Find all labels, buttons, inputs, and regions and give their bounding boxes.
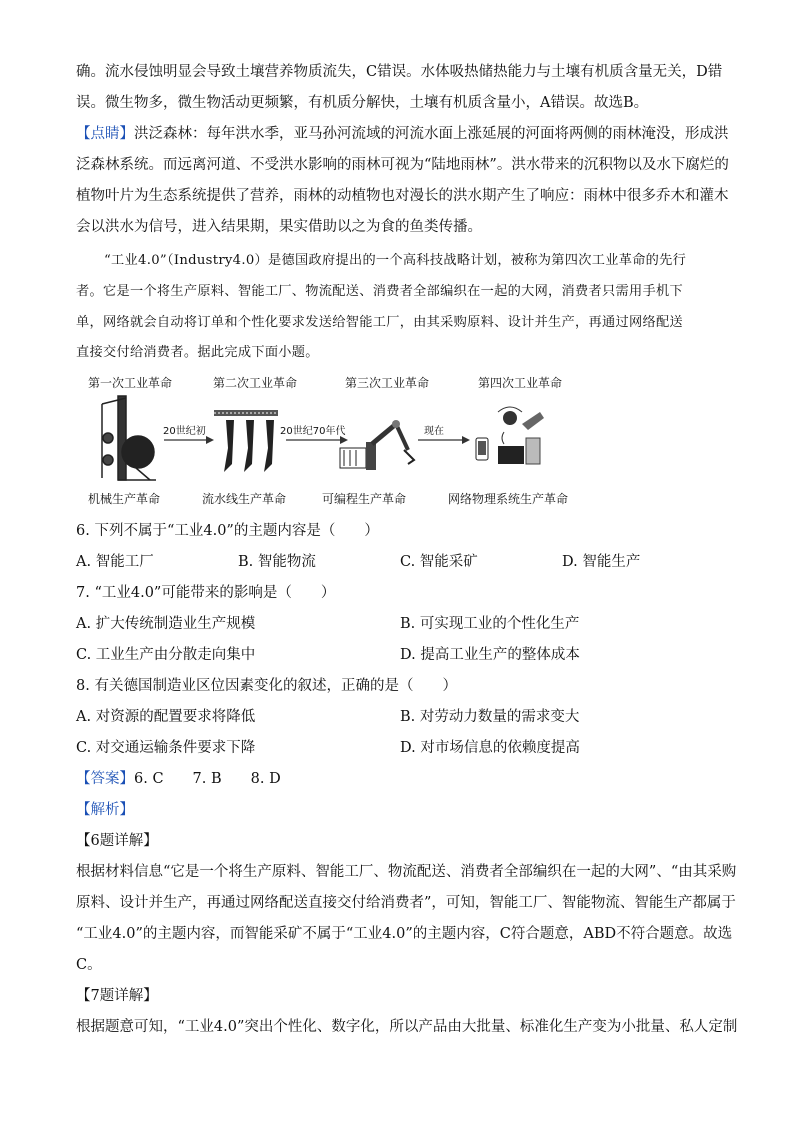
industrial-revolution-diagram [78,368,598,508]
text-line: C。 [76,957,102,973]
text-line: 会以洪水为信号，进入结果期，果实借助以之为食的鱼类传播。 [76,219,482,235]
material-line: 单，网络就会自动将订单和个性化要求发送给智能工厂，由其采购原料、设计并生产，再通过网络配送 [76,315,683,330]
network-devices-icon [476,407,544,464]
q7-option-a: A. 扩大传统制造业生产规模 [76,616,256,632]
text-line: 根据材料信息“它是一个将生产原料、智能工厂、物流配送、消费者全部编织在一起的大网”、“由其采购 [76,864,737,880]
arrow-3-label: 现在 [424,426,444,437]
q8-option-b: B. 对劳动力数量的需求变大 [400,709,580,725]
loom-machine-icon [102,396,156,480]
text-line: 洪泛森林：每年洪水季，亚马孙河流域的河流水面上涨延展的河面将两侧的雨林淹没，形成洪 [134,126,729,142]
arrow-2-label: 20世纪70年代 [280,426,346,437]
stage-4-caption: 网络物理系统生产革命 [448,492,569,506]
stage-3-caption: 可编程生产革命 [322,492,407,506]
q8-option-a: A. 对资源的配置要求将降低 [76,709,256,725]
diagram-artwork [78,368,598,508]
q6-option-d: D. 智能生产 [562,554,641,570]
robot-arm-icon [340,420,414,470]
q6-option-a: A. 智能工厂 [76,554,154,570]
text-line: “工业4.0”的主题内容，而智能采矿不属于“工业4.0”的主题内容，C符合题意，ABD不符合题意。故选 [76,926,733,942]
text-line: 泛森林系统。而远离河道、不受洪水影响的雨林可视为“陆地雨林”。洪水带来的沉积物以及水下腐烂的 [76,157,729,173]
answer-text: 6. C 7. B 8. D [134,771,281,787]
material-line: “工业4.0”（Industry4.0）是德国政府提出的一个高科技战略计划，被称为第四次工业革命的先行 [104,253,687,268]
text-line: 确。流水侵蚀明显会导致土壤营养物质流失，C错误。水体吸热储热能力与土壤有机质含量无关，D错 [76,64,723,80]
stage-2-title: 第二次工业革命 [213,376,298,390]
stage-1-title: 第一次工业革命 [88,376,173,390]
q7-option-b: B. 可实现工业的个性化生产 [400,616,580,632]
stage-3-title: 第三次工业革命 [345,376,430,390]
material-line: 直接交付给消费者。据此完成下面小题。 [76,345,319,360]
q8-option-c: C. 对交通运输条件要求下降 [76,740,256,756]
question-6-stem: 6. 下列不属于“工业4.0”的主题内容是（ ） [76,523,379,539]
assembly-line-icon [214,410,278,472]
arrow-3-icon [418,436,470,444]
analysis-tag: 【解析】 [76,802,134,818]
arrow-2-icon [286,436,348,444]
stage-4-title: 第四次工业革命 [478,376,563,390]
text-line: 原料、设计并生产，再通过网络配送直接交付给消费者”，可知，智能工厂、智能物流、智能生产都属于 [76,895,736,911]
stage-1-caption: 机械生产革命 [88,492,161,506]
arrow-1-icon [164,436,214,444]
dianjing-tag: 【点睛】 [76,126,134,142]
material-line: 者。它是一个将生产原料、智能工厂、物流配送、消费者全部编织在一起的大网，消费者只需用手机下 [76,284,683,299]
detail-7-tag: 【7题详解】 [76,988,158,1004]
q7-option-d: D. 提高工业生产的整体成本 [400,647,580,663]
q7-option-c: C. 工业生产由分散走向集中 [76,647,256,663]
stage-2-caption: 流水线生产革命 [202,492,287,506]
q8-option-d: D. 对市场信息的依赖度提高 [400,740,580,756]
detail-6-tag: 【6题详解】 [76,833,158,849]
q6-option-b: B. 智能物流 [238,554,316,570]
text-line: 误。微生物多，微生物活动更频繁，有机质分解快，土壤有机质含量小，A错误。故选B。 [76,95,649,111]
question-8-stem: 8. 有关德国制造业区位因素变化的叙述，正确的是（ ） [76,678,457,694]
text-line: 植物叶片为生态系统提供了营养，雨林的动植物也对漫长的洪水期产生了响应：雨林中很多乔木和灌木 [76,188,729,204]
question-7-stem: 7. “工业4.0”可能带来的影响是（ ） [76,585,336,601]
text-line: 根据题意可知，“工业4.0”突出个性化、数字化，所以产品由大批量、标准化生产变为小批量、私人定制 [76,1019,738,1035]
answer-line [76,769,281,789]
dianjing-line [76,124,729,144]
q6-option-c: C. 智能采矿 [400,554,478,570]
arrow-1-label: 20世纪初 [163,426,206,437]
answer-tag: 【答案】 [76,771,134,787]
